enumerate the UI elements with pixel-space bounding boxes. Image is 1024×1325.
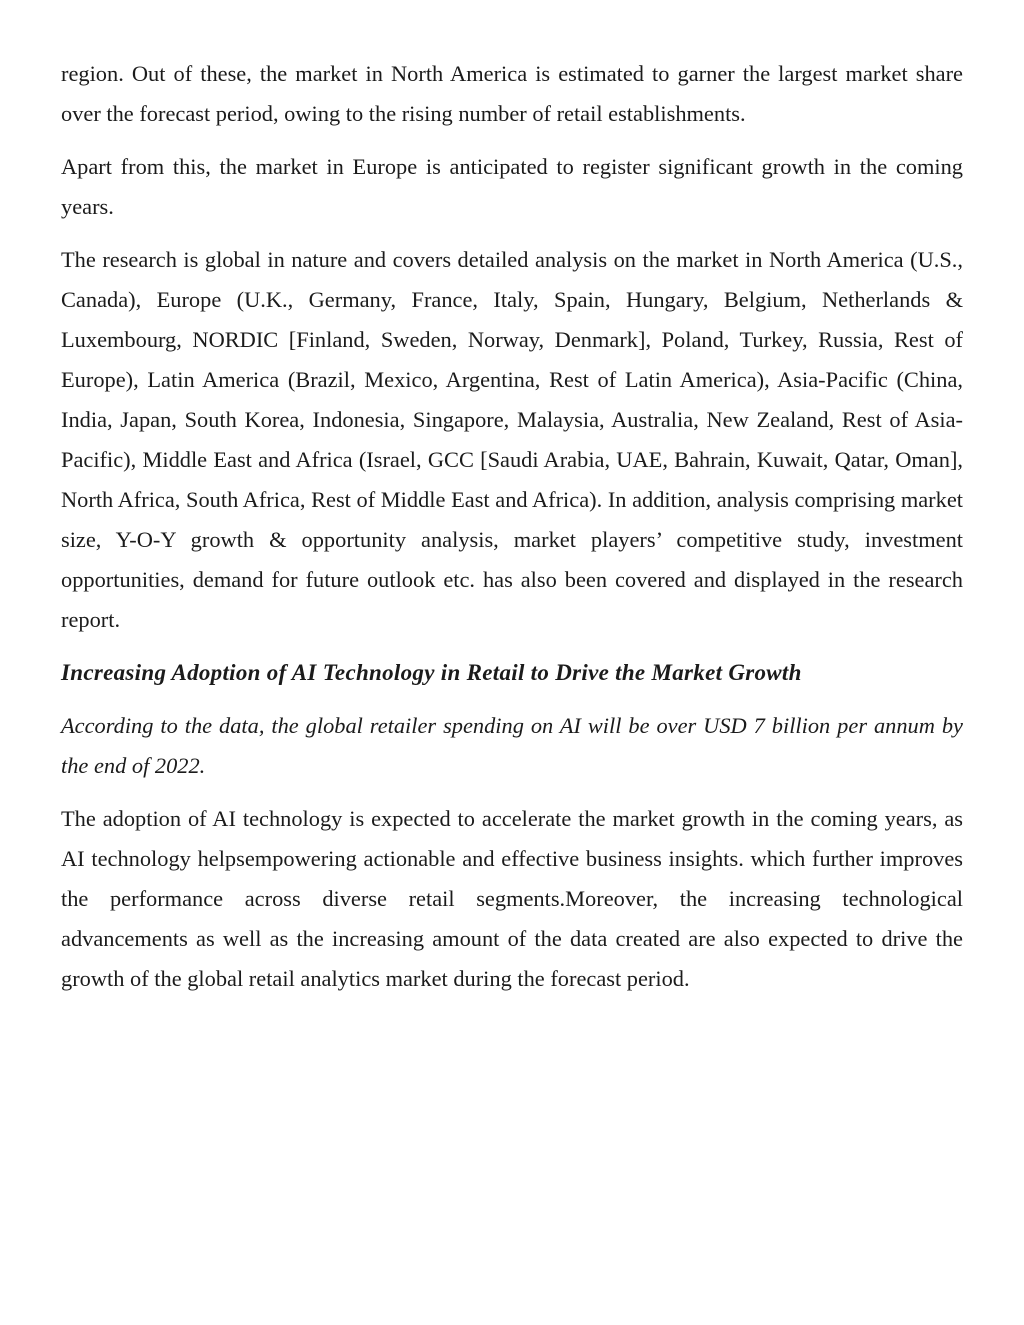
document-page [61,54,963,1012]
paragraph-ai-spending: According to the data, the global retailer spending on AI will be over USD 7 billion per annum by the end of 2022. [61,713,963,778]
section-heading: Increasing Adoption of AI Technology in Retail to Drive the Market Growth [61,660,802,685]
paragraph-ai-adoption: The adoption of AI technology is expected to accelerate the market growth in the coming years, as AI technology helpsempowering actionable and effective business insights. which further improves the performance across diverse retail segments.Moreover, the increasing technological advancements as well as the increasing amount of the data created are also expected to drive the growth of the global retail analytics market during the forecast period. [61,806,963,991]
paragraph-research-scope: The research is global in nature and covers detailed analysis on the market in North America (U.S., Canada), Europe (U.K., Germany, France, Italy, Spain, Hungary, Belgium, Netherlands & Luxembourg, NORDIC [Finland, Sweden, Norway, Denmark], Poland, Turkey, Russia, Rest of Europe), Latin America (Brazil, Mexico, Argentina, Rest of Latin America), Asia-Pacific (China, India, Japan, South Korea, Indonesia, Singapore, Malaysia, Australia, New Zealand, Rest of Asia-Pacific), Middle East and Africa (Israel, GCC [Saudi Arabia, UAE, Bahrain, Kuwait, Qatar, Oman], North Africa, South Africa, Rest of Middle East and Africa). In addition, analysis comprising market size, Y-O-Y growth & opportunity analysis, market players’ competitive study, investment opportunities, demand for future outlook etc. has also been covered and displayed in the research report. [61,247,963,632]
paragraph-europe-growth: Apart from this, the market in Europe is anticipated to register significant growth in the coming years. [61,154,963,219]
paragraph-regional-outlook: region. Out of these, the market in North America is estimated to garner the largest market share over the forecast period, owing to the rising number of retail establishments. [61,61,963,126]
